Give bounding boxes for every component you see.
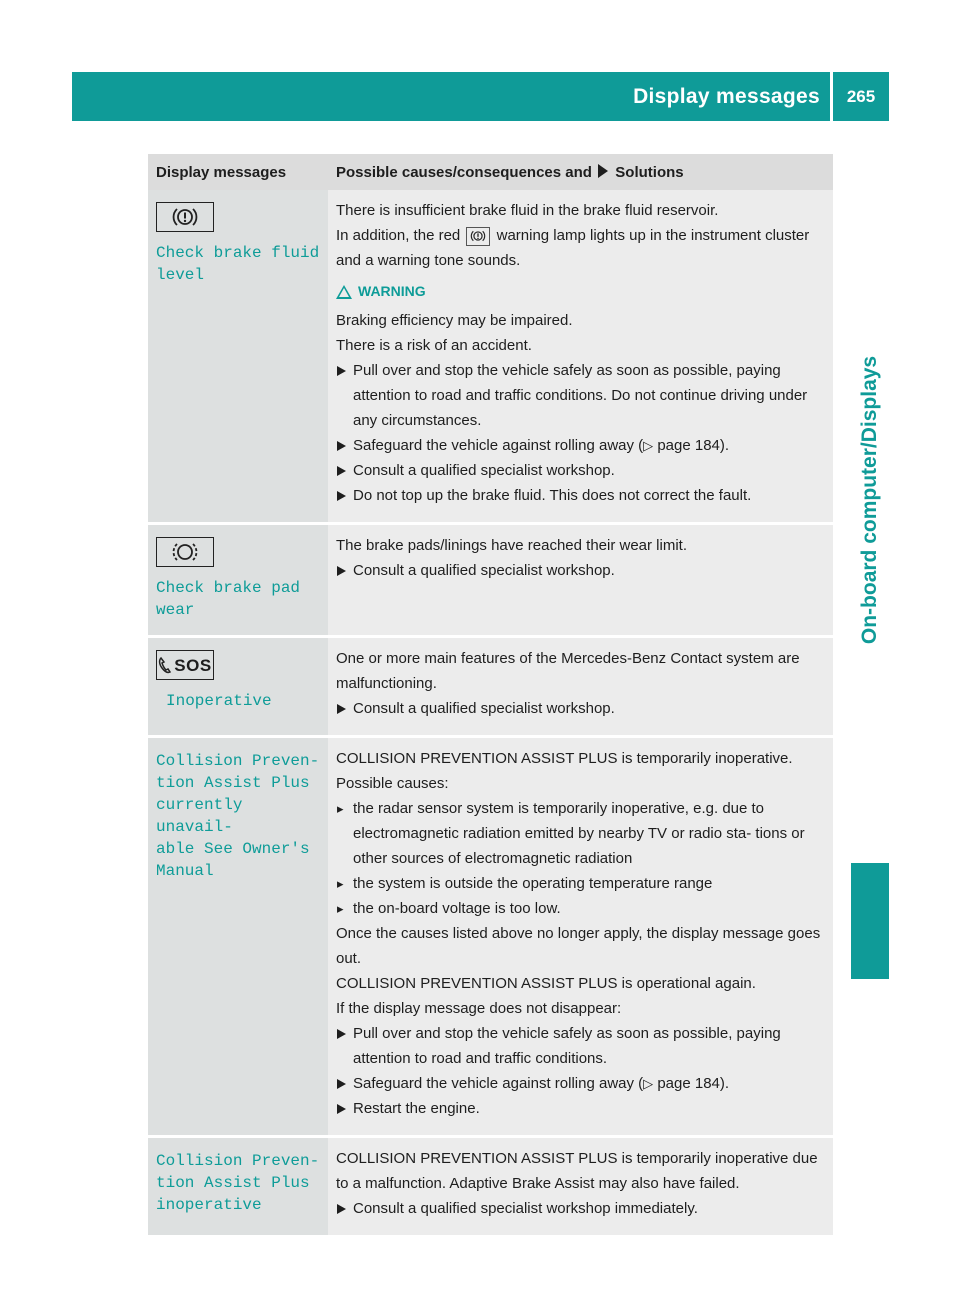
arrow-right-icon [598, 164, 608, 178]
warning-label: WARNING [358, 283, 426, 299]
cause-bullet: ▸ the system is outside the operating temperature range [336, 871, 825, 896]
warning-text: There is a risk of an accident. [336, 337, 532, 354]
message-cell [148, 190, 328, 525]
solution-step-part: page 184). [653, 437, 730, 454]
solution-step: Consult a qualified specialist workshop. [336, 458, 825, 483]
cause-text [336, 223, 825, 273]
section-title: Display messages [633, 84, 820, 108]
message-cell [148, 525, 328, 638]
solution-step: Pull over and stop the vehicle safely as soon as possible, paying attention to road and traffic conditions. Do not continue driving under any circumstances. [336, 358, 825, 433]
cause-text-part: warning lamp lights up in the instrument cluster and a warning tone sounds. [336, 227, 810, 269]
solution-step [336, 433, 825, 458]
column-header-causes [328, 154, 833, 190]
solution-step: Consult a qualified specialist workshop. [336, 558, 825, 583]
message-cell [148, 1138, 328, 1238]
display-message-text: Collision Preven‐ tion Assist Plus inoperative [156, 1152, 320, 1214]
cause-text-part: In addition, the red [336, 227, 461, 244]
display-message-text: Collision Preven‐ tion Assist Plus currently unavail‐ able See Owner's Manual [156, 752, 320, 880]
warning-triangle-icon [336, 285, 352, 299]
solution-step-part: page 184). [653, 1075, 730, 1092]
display-message-text: Check brake fluid level [156, 244, 320, 284]
table-row [148, 638, 833, 738]
column-header-causes-label: Possible causes/consequences and [336, 164, 592, 181]
sos-label: SOS [174, 655, 212, 675]
display-messages-table [148, 154, 833, 1238]
cause-text: COLLISION PREVENTION ASSIST PLUS is operational again. [336, 975, 756, 992]
table-row [148, 525, 833, 638]
cause-text: There is insufficient brake fluid in the brake fluid reservoir. [336, 202, 719, 219]
table-row [148, 738, 833, 1138]
solution-step-part: Safeguard the vehicle against rolling away ( [353, 1075, 644, 1092]
solution-step: Pull over and stop the vehicle safely as soon as possible, paying attention to road and traffic conditions. [336, 1021, 825, 1071]
solution-step: Do not top up the brake fluid. This does not correct the fault. [336, 483, 825, 508]
page-reference-icon: ▷ [643, 1076, 654, 1091]
chapter-marker-block [851, 863, 889, 979]
display-message-text: Inoperative [166, 692, 272, 710]
cause-bullet: ▸ the radar sensor system is temporarily inoperative, e.g. due to electromagnetic radiation emitted by nearby TV or radio sta- tions or other sources of electromagnetic radiation [336, 796, 825, 871]
brake-pad-wear-icon [156, 537, 214, 567]
causes-cell [328, 1138, 833, 1238]
cause-text: COLLISION PREVENTION ASSIST PLUS is temporarily inoperative due to a malfunction. Adaptive Brake Assist may also have failed. [336, 1150, 818, 1192]
brake-warning-lamp-icon [466, 227, 490, 246]
solution-step: Consult a qualified specialist workshop. [336, 696, 825, 721]
header-bar [72, 72, 889, 121]
cause-text: The brake pads/linings have reached their wear limit. [336, 537, 688, 554]
table-row [148, 1138, 833, 1238]
solution-step: Consult a qualified specialist workshop immediately. [336, 1196, 825, 1221]
cause-text: One or more main features of the Mercedes-Benz Contact system are malfunctioning. [336, 650, 800, 692]
causes-cell [328, 190, 833, 525]
causes-cell [328, 638, 833, 738]
cause-text: COLLISION PREVENTION ASSIST PLUS is temporarily inoperative. [336, 750, 793, 767]
page-reference-icon: ▷ [643, 438, 654, 453]
chapter-label: On-board computer/Displays [858, 355, 881, 645]
solution-step: Restart the engine. [336, 1096, 825, 1121]
message-cell [148, 638, 328, 738]
cause-text: Once the causes listed above no longer apply, the display message goes out. [336, 925, 821, 967]
causes-cell [328, 525, 833, 638]
brake-warning-lamp-icon [156, 202, 214, 232]
cause-text: Possible causes: [336, 775, 449, 792]
causes-cell [328, 738, 833, 1138]
column-header-messages: Display messages [148, 154, 328, 190]
cause-bullet: ▸ the on-board voltage is too low. [336, 896, 825, 921]
warning-text: Braking efficiency may be impaired. [336, 312, 573, 329]
solution-step-part: Safeguard the vehicle against rolling away ( [353, 437, 644, 454]
cause-text: If the display message does not disappear: [336, 1000, 622, 1017]
chapter-side-tab [851, 140, 889, 860]
sos-phone-icon [156, 650, 214, 680]
solution-step [336, 1071, 825, 1096]
table-row [148, 190, 833, 525]
table-header-row [148, 154, 833, 190]
message-cell [148, 738, 328, 1138]
page-number: 265 [846, 86, 876, 106]
column-header-solutions-label: Solutions [615, 164, 684, 181]
warning-heading [336, 273, 825, 308]
display-message-text: Check brake pad wear [156, 579, 301, 619]
